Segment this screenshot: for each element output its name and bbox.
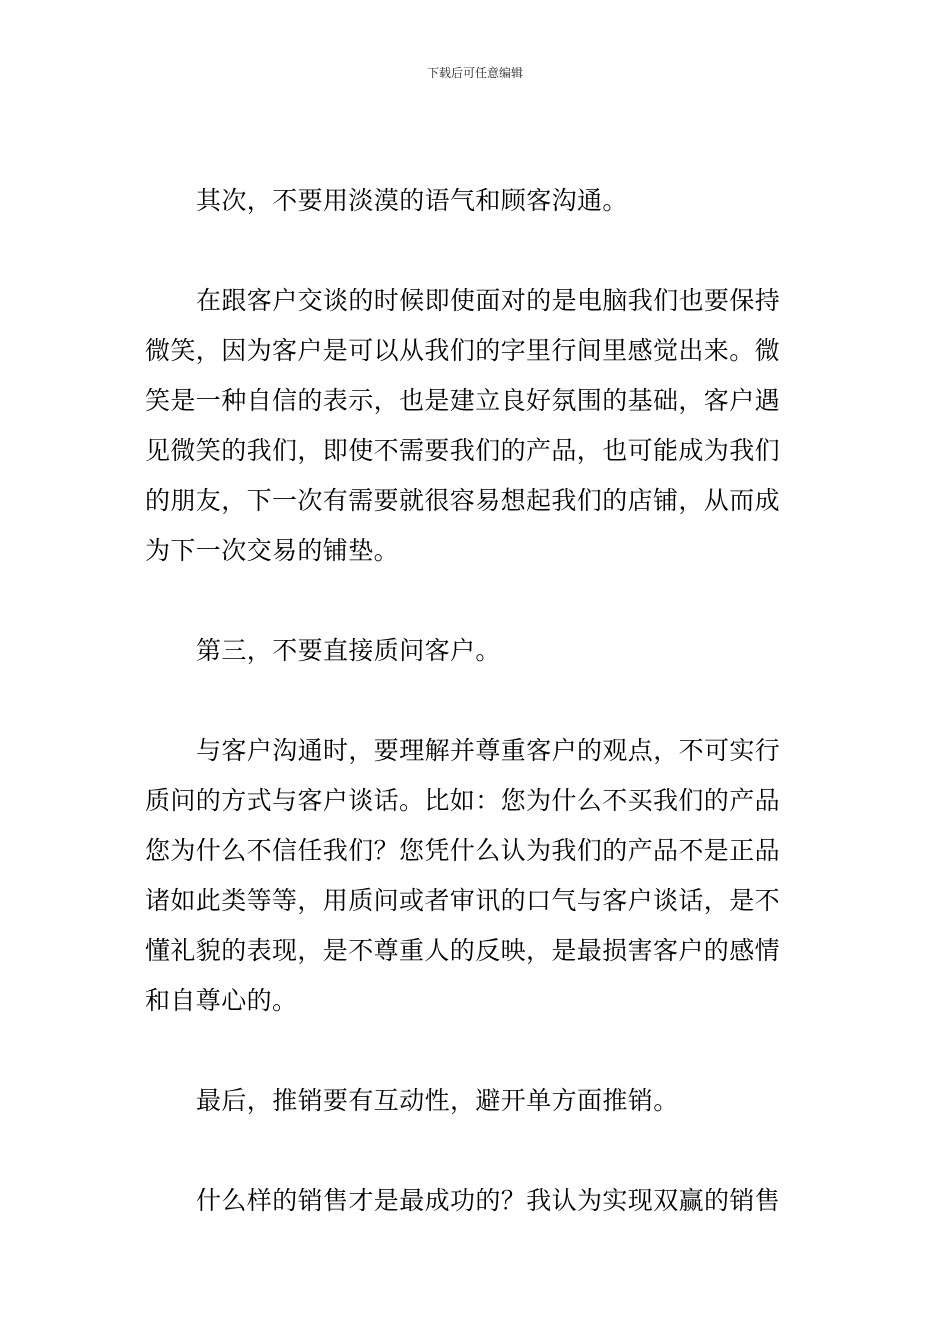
paragraph-line: 见微笑的我们，即使不需要我们的产品，也可能成为我们 [145,436,781,465]
paragraph-line: 懂礼貌的表现，是不尊重人的反映，是最损害客户的感情 [145,936,781,965]
paragraph-line: 和自尊心的。 [145,986,298,1015]
paragraph-line: 质问的方式与客户谈话。比如：您为什么不买我们的产品 [145,786,781,815]
page-header: 下载后可任意编辑 [426,66,523,80]
paragraph-heading-last [145,1076,805,1126]
paragraph-line: 为下一次交易的铺垫。 [145,536,400,565]
paragraph-line: 微笑，因为客户是可以从我们的字里行间里感觉出来。微 [145,336,781,365]
paragraph-success [145,1176,805,1226]
document-body [145,176,805,1226]
paragraph-line: 您为什么不信任我们？您凭什么认为我们的产品不是正品 [145,836,781,865]
paragraph-line: 其次，不要用淡漠的语气和顾客沟通。 [196,186,628,215]
paragraph-heading-third [145,626,805,676]
paragraph-line: 第三，不要直接质问客户。 [196,636,501,665]
paragraph-heading-second [145,176,805,226]
paragraph-line: 什么样的销售才是最成功的？我认为实现双赢的销售 [196,1186,781,1215]
paragraph-smile [145,276,805,576]
paragraph-line: 诸如此类等等，用质问或者审讯的口气与客户谈话，是不 [145,886,781,915]
paragraph-line: 与客户沟通时，要理解并尊重客户的观点，不可实行 [196,736,781,765]
paragraph-line: 笑是一种自信的表示，也是建立良好氛围的基础，客户遇 [145,386,781,415]
paragraph-line: 的朋友，下一次有需要就很容易想起我们的店铺，从而成 [145,486,781,515]
paragraph-line: 最后，推销要有互动性，避开单方面推销。 [196,1086,679,1115]
paragraph-questioning [145,726,805,1026]
paragraph-line: 在跟客户交谈的时候即使面对的是电脑我们也要保持 [196,286,781,315]
